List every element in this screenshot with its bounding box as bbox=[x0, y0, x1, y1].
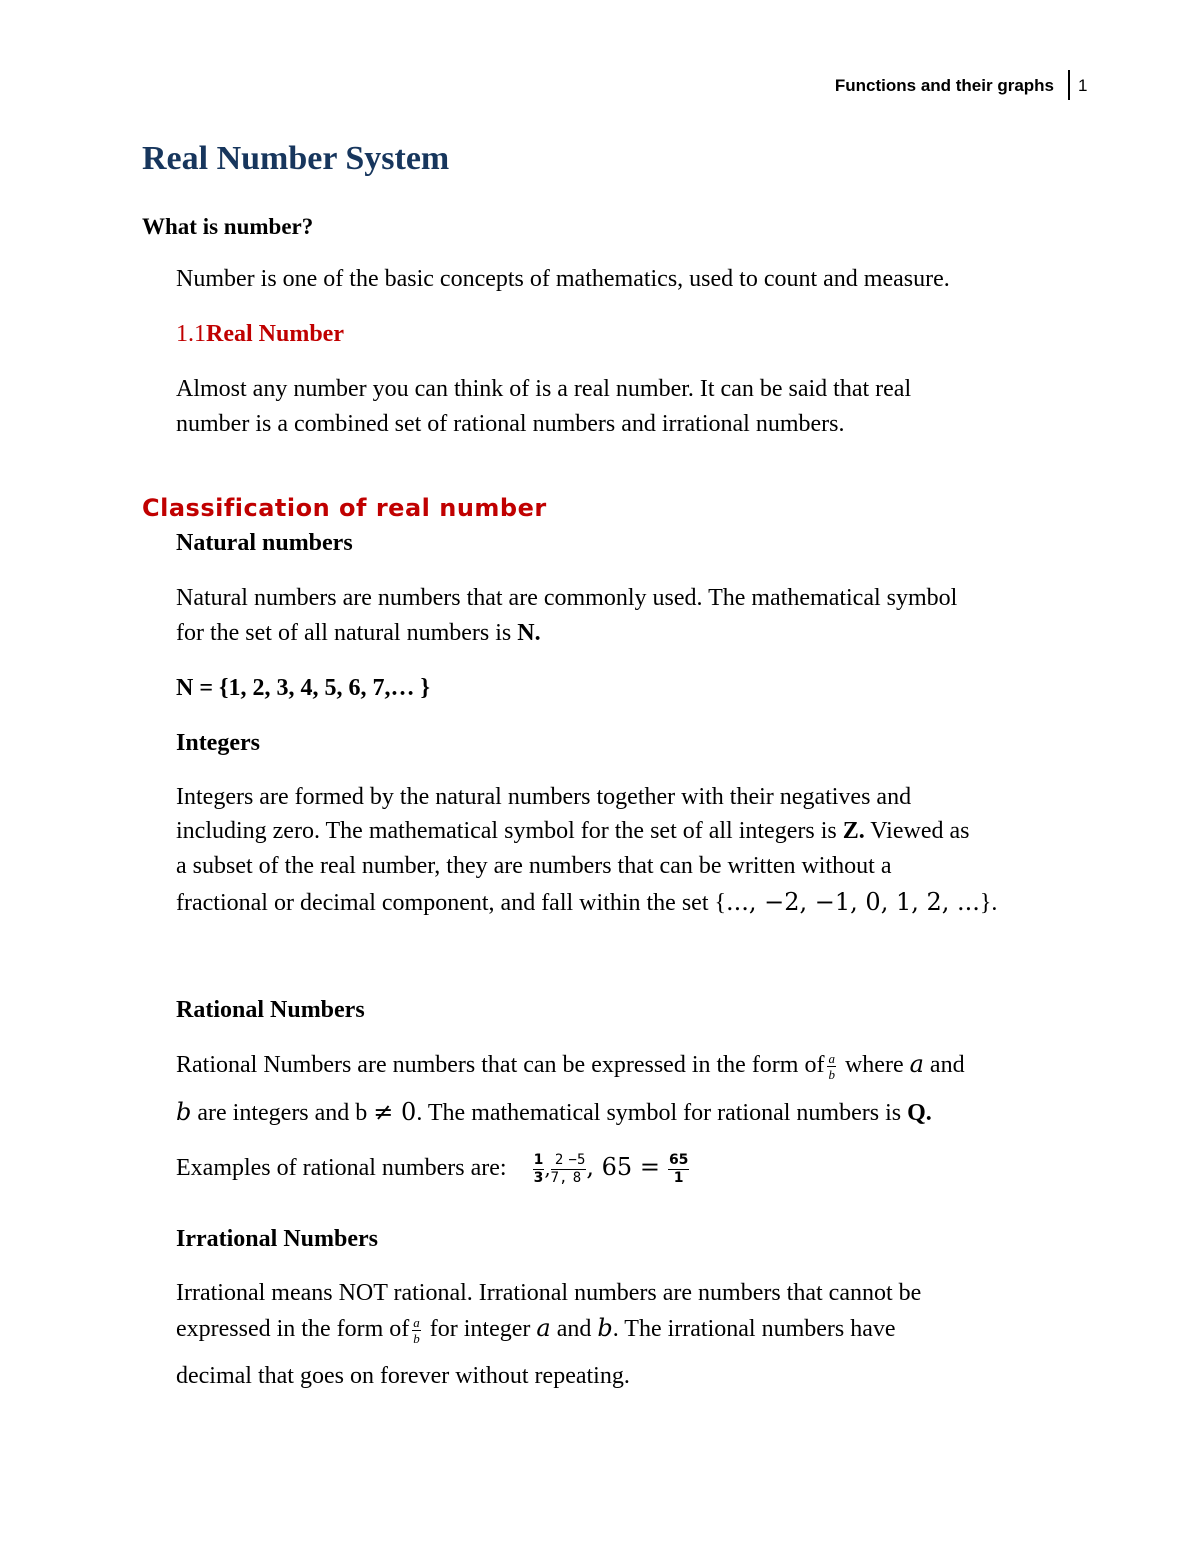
variable-a: a bbox=[909, 1050, 924, 1078]
real-number-heading bbox=[176, 321, 344, 348]
real-number-heading-text: Real Number bbox=[206, 321, 344, 347]
irrational-line-1: Irrational means NOT rational. Irrational numbers are numbers that cannot be bbox=[176, 1280, 922, 1306]
real-number-heading-num: 1.1 bbox=[176, 321, 206, 347]
integers-line-4-text: fractional or decimal component, and fall within the set { bbox=[176, 890, 727, 916]
integers-line-4-post: }. bbox=[979, 890, 998, 916]
example-fraction-3: $\frac{-5}{8}$ bbox=[568, 1152, 586, 1186]
what-is-number-heading: What is number? bbox=[142, 214, 314, 239]
irrational-line-2: expressed in the form of $\frac{a}{b}$ for integer a and b. The irrational numbers have bbox=[176, 1314, 896, 1346]
classification-heading: Classification of real number bbox=[142, 494, 547, 522]
rational-numbers-heading: Rational Numbers bbox=[176, 997, 365, 1023]
integers-line-4 bbox=[176, 888, 997, 917]
example-fraction-1: $\frac{1}{3}$ bbox=[533, 1152, 544, 1186]
variable-b: b bbox=[176, 1098, 192, 1126]
integers-line-2 bbox=[176, 818, 969, 845]
integers-line-2-text: including zero. The mathematical symbol for the set of all integers is bbox=[176, 818, 843, 844]
examples-label: Examples of rational numbers are: bbox=[176, 1155, 507, 1182]
rational-examples: Examples of rational numbers are: $\frac{1}{3}$ , $\frac{2}{7,}$ $\frac{-5}{8}$ , 65 = $\frac{65}{1}$ bbox=[176, 1152, 689, 1186]
integers-heading: Integers bbox=[176, 730, 260, 756]
fraction-a-over-b: $\frac{a}{b}$ bbox=[413, 1314, 420, 1346]
fraction-a-over-b: $\frac{a}{b}$ bbox=[828, 1050, 835, 1082]
header-divider bbox=[1068, 70, 1070, 100]
real-number-line-2: number is a combined set of rational numbers and irrational numbers. bbox=[176, 411, 845, 437]
rational-symbol: Q. bbox=[907, 1100, 932, 1126]
page-title: Real Number System bbox=[142, 140, 450, 177]
integers-line-1: Integers are formed by the natural numbers together with their negatives and bbox=[176, 784, 912, 810]
integers-symbol: Z. bbox=[842, 818, 865, 844]
natural-numbers-set: N = {1, 2, 3, 4, 5, 6, 7,… } bbox=[176, 675, 430, 701]
example-fraction-4: $\frac{65}{1}$ bbox=[668, 1152, 689, 1186]
what-is-number-text: Number is one of the basic concepts of mathematics, used to count and measure. bbox=[176, 266, 950, 292]
variable-b: b bbox=[597, 1314, 613, 1342]
page-number: 1 bbox=[1078, 76, 1088, 95]
example-fraction-2: $\frac{2}{7,}$ bbox=[550, 1152, 568, 1186]
natural-numbers-heading: Natural numbers bbox=[176, 530, 353, 556]
natural-line-2-text: for the set of all natural numbers is bbox=[176, 620, 518, 646]
irrational-line-3: decimal that goes on forever without repeating. bbox=[176, 1363, 630, 1389]
irrational-numbers-heading: Irrational Numbers bbox=[176, 1226, 378, 1252]
rational-line-2: b are integers and b ≠ 0. The mathematical symbol for rational numbers is Q. bbox=[176, 1098, 932, 1126]
rational-line-1: Rational Numbers are numbers that can be expressed in the form of $\frac{a}{b}$ where a and bbox=[176, 1050, 965, 1082]
irrational-line-2-text: expressed in the form of bbox=[176, 1316, 410, 1342]
natural-symbol: N. bbox=[517, 620, 541, 646]
rational-line-1-text: Rational Numbers are numbers that can be expressed in the form of bbox=[176, 1052, 825, 1078]
natural-numbers-line-1: Natural numbers are numbers that are commonly used. The mathematical symbol bbox=[176, 585, 958, 611]
not-equal-zero: ≠ 0 bbox=[373, 1098, 417, 1126]
integers-set: ..., −2, −1, 0, 1, 2, ... bbox=[726, 888, 980, 916]
variable-a: a bbox=[536, 1314, 551, 1342]
real-number-line-1: Almost any number you can think of is a real number. It can be said that real bbox=[176, 376, 912, 402]
running-header-title: Functions and their graphs bbox=[834, 76, 1054, 95]
example-equation: , 65 = bbox=[586, 1153, 660, 1182]
integers-line-3: a subset of the real number, they are numbers that can be written without a bbox=[176, 853, 892, 879]
integers-line-2-post: Viewed as bbox=[864, 818, 970, 844]
natural-numbers-line-2 bbox=[176, 620, 541, 647]
